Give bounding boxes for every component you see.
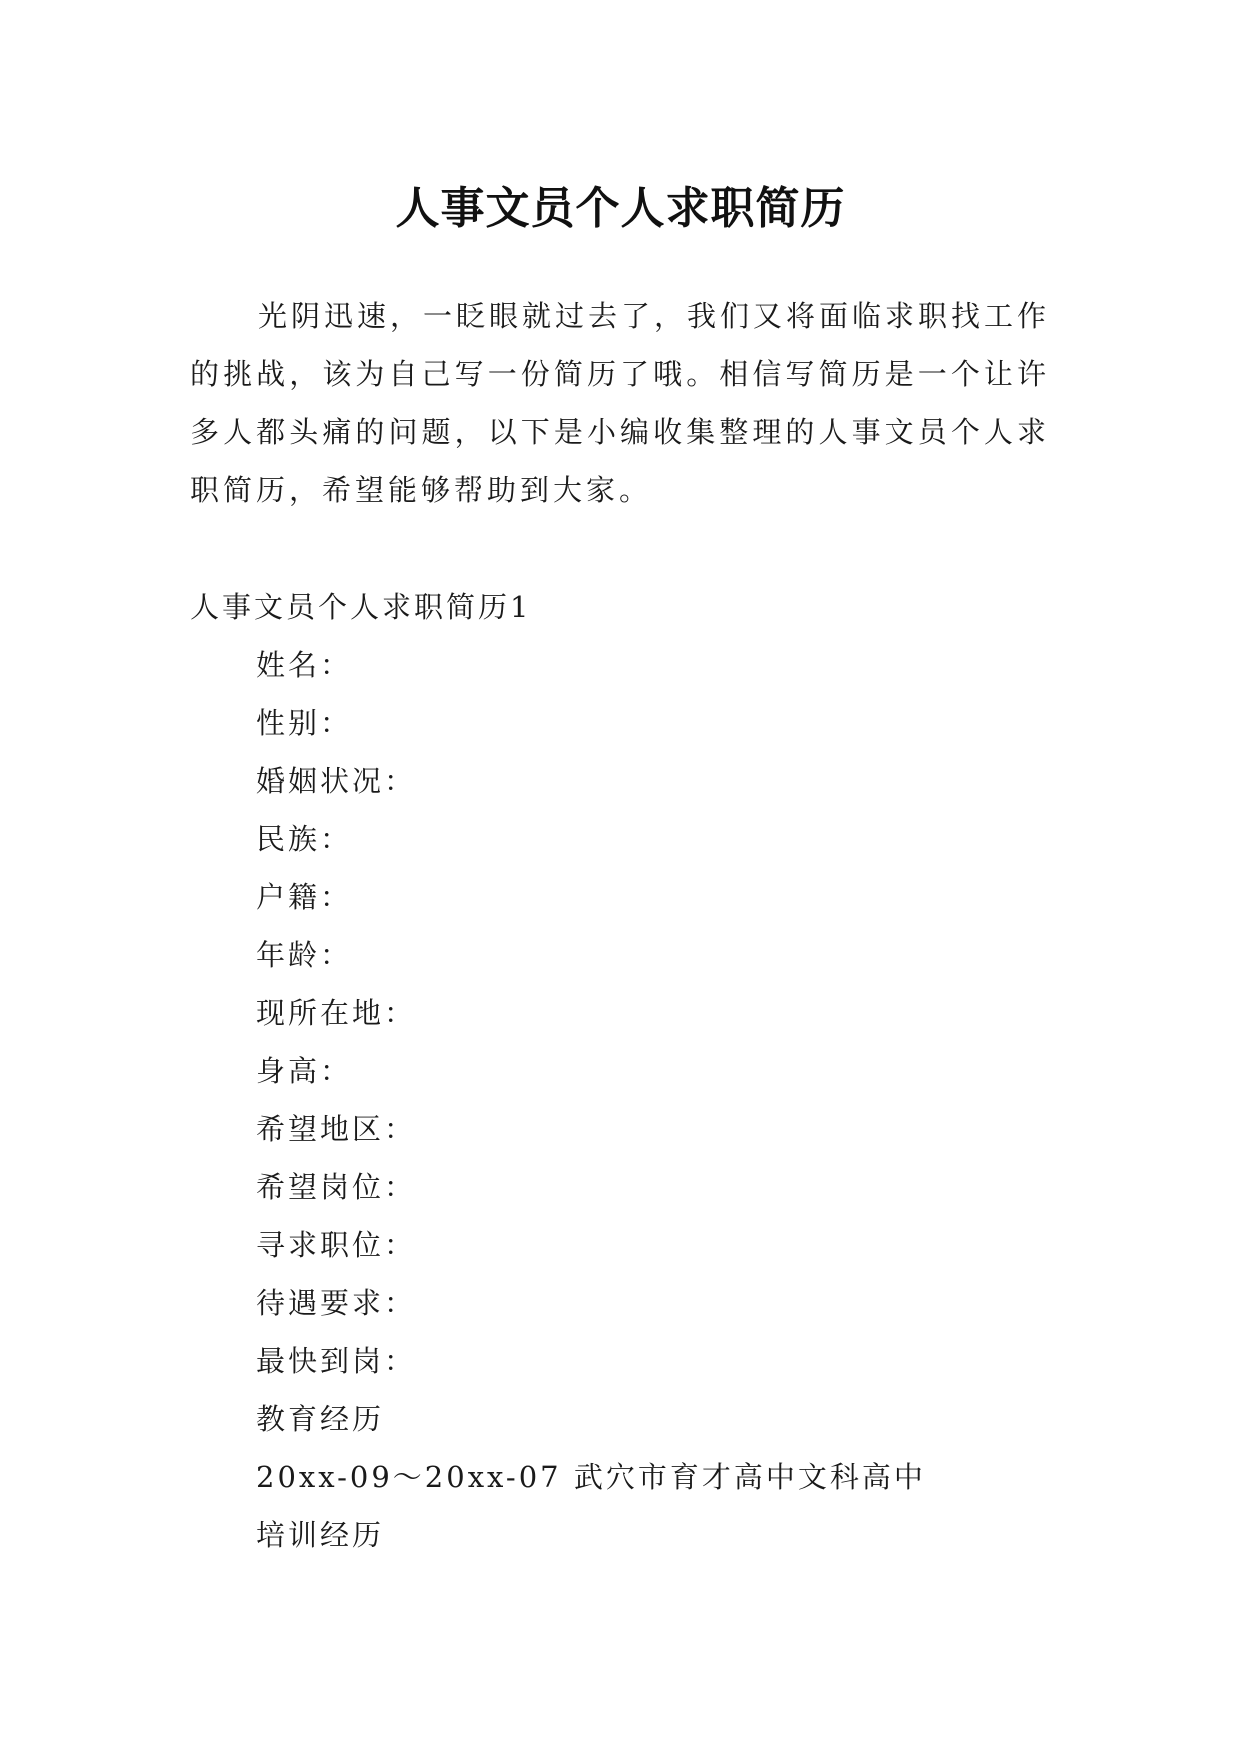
- resume-field-list: [256, 636, 926, 1564]
- education-entry: 20xx-09～20xx-07 武穴市育才高中文科高中: [256, 1460, 926, 1494]
- field-ethnicity: 民族：: [256, 822, 353, 856]
- field-gender: 性别：: [256, 706, 353, 740]
- field-desired-region: 希望地区：: [256, 1112, 417, 1146]
- field-name: 姓名：: [256, 648, 353, 682]
- field-sought-position: 寻求职位：: [256, 1228, 417, 1262]
- document-title: 人事文员个人求职简历: [395, 183, 846, 235]
- training-heading: 培训经历: [256, 1518, 385, 1552]
- section-heading: 人事文员个人求职简历1: [190, 590, 532, 624]
- intro-paragraph: 光阴迅速，一眨眼就过去了，我们又将面临求职找工作的挑战，该为自己写一份简历了哦。相信写简历是一个让许多人都头痛的问题，以下是小编收集整理的人事文员个人求职简历，希望能够帮助到大家。: [190, 299, 1051, 507]
- field-desired-post: 希望岗位：: [256, 1170, 417, 1204]
- field-age: 年龄：: [256, 938, 353, 972]
- field-household-registration: 户籍：: [256, 880, 353, 914]
- field-current-location: 现所在地：: [256, 996, 417, 1030]
- field-height: 身高：: [256, 1054, 353, 1088]
- field-salary-requirement: 待遇要求：: [256, 1286, 417, 1320]
- field-earliest-start: 最快到岗：: [256, 1344, 417, 1378]
- education-heading: 教育经历: [256, 1402, 385, 1436]
- field-marital-status: 婚姻状况：: [256, 764, 417, 798]
